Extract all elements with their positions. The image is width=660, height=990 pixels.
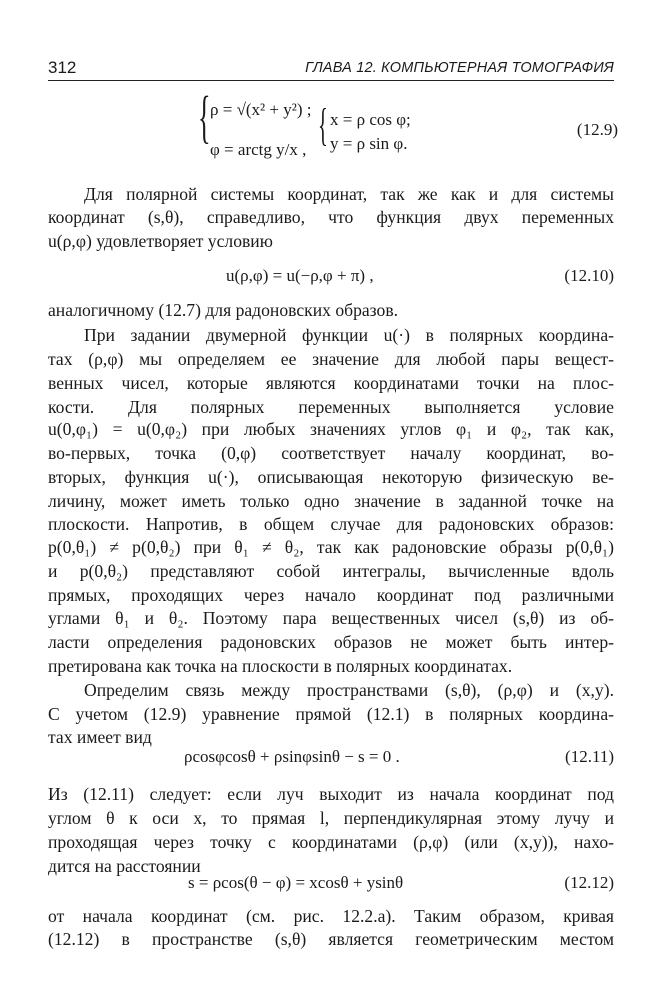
left-brace-1: { [198, 84, 211, 149]
text-line: во-первых, точка (0,φ) соответствует началу координат, во- [48, 443, 614, 463]
equation-12-9 [198, 84, 618, 172]
text-line: плоскости. Напротив, в общем случае для радоновских образов: [48, 514, 614, 534]
eq-12-9-y: y = ρ sin φ. [330, 134, 408, 153]
text-line: тах имеет вид [48, 727, 152, 747]
text-line: от начала координат (см. рис. 12.2.а). Таким образом, кривая [48, 906, 614, 926]
text-line: (12.12) в пространстве (s,θ) является геометрическим местом [48, 929, 614, 949]
eq-number-12-9: (12.9) [576, 120, 618, 139]
eq-12-11-formula: ρcosφcosθ + ρsinφsinθ − s = 0 . [184, 747, 400, 766]
text-line: претирована как точка на плоскости в полярных координатах. [48, 656, 513, 676]
eq-12-9-rho: ρ = √(x² + y²) ; [210, 100, 312, 119]
eq-12-9-phi: φ = arctg y/x , [210, 140, 307, 159]
text-line: личину, может иметь только одно значение в заданной точке на [48, 491, 614, 511]
text-line: венных чисел, которые являются координатами точки на плос- [48, 373, 614, 393]
eq-number-12-10: (12.10) [564, 266, 614, 285]
eq-12-10-formula: u(ρ,φ) = u(−ρ,φ + π) , [226, 266, 374, 285]
eq-12-9-x: x = ρ cos φ; [330, 110, 411, 129]
running-header [48, 58, 614, 81]
equation-12-12 [48, 873, 614, 897]
text-line: Из (12.11) следует: если луч выходит из начала координат под [48, 784, 614, 804]
text-line: p(0,θ₁) ≠ p(0,θ₂) при θ₁ ≠ θ₂, так как радоновские образы p(0,θ₁) [48, 537, 614, 557]
text-line: Определим связь между пространствами (s,θ), (ρ,φ) и (x,y). [84, 680, 614, 700]
text-line: кости. Для полярных переменных выполняется условие [48, 397, 614, 417]
text-line: Для полярной системы координат, так же как и для системы [84, 184, 614, 204]
text-line: координат (s,θ), справедливо, что функция двух переменных [48, 207, 614, 227]
eq-number-12-11: (12.11) [565, 747, 614, 766]
text-line: проходящая через точку с координатами (ρ,φ) (или (x,y)), нахо- [48, 832, 614, 852]
text-line: тах (ρ,φ) мы определяем ее значение для любой пары вещест- [48, 349, 614, 369]
page-number: 312 [48, 58, 77, 77]
text-line: u(ρ,φ) удовлетворяет условию [48, 231, 273, 251]
text-line: углом θ к оси x, то прямая l, перпендикулярная этому лучу и [48, 808, 614, 828]
equation-12-10 [48, 266, 614, 290]
text-line: При задании двумерной функции u(·) в полярных координа- [84, 325, 614, 345]
text-line: дится на расстоянии [48, 856, 201, 876]
text-line: С учетом (12.9) уравнение прямой (12.1) в полярных координа- [48, 704, 614, 724]
eq-12-12-formula: s = ρcos(θ − φ) = xcosθ + ysinθ [188, 873, 404, 892]
text-line: аналогичному (12.7) для радоновских образов. [48, 300, 399, 320]
eq-number-12-12: (12.12) [564, 873, 614, 892]
chapter-title: ГЛАВА 12. КОМПЬЮТЕРНАЯ ТОМОГРАФИЯ [305, 60, 614, 76]
left-brace-2: { [318, 99, 328, 150]
equation-12-11 [48, 747, 614, 771]
text-line: и p(0,θ₂) представляют собой интегралы, вычисленные вдоль [48, 561, 614, 581]
text-line: ласти определения радоновских образов не может быть интер- [48, 632, 614, 652]
text-line: углами θ₁ и θ₂. Поэтому пара вещественных чисел (s,θ) из об- [48, 608, 614, 628]
text-line: прямых, проходящих через начало координат под различными [48, 585, 614, 605]
text-line: вторых, функция u(·), описывающая некоторую физическую ве- [48, 467, 614, 487]
text-line: u(0,φ₁) = u(0,φ₂) при любых значениях углов φ₁ и φ₂, так как, [48, 419, 614, 439]
